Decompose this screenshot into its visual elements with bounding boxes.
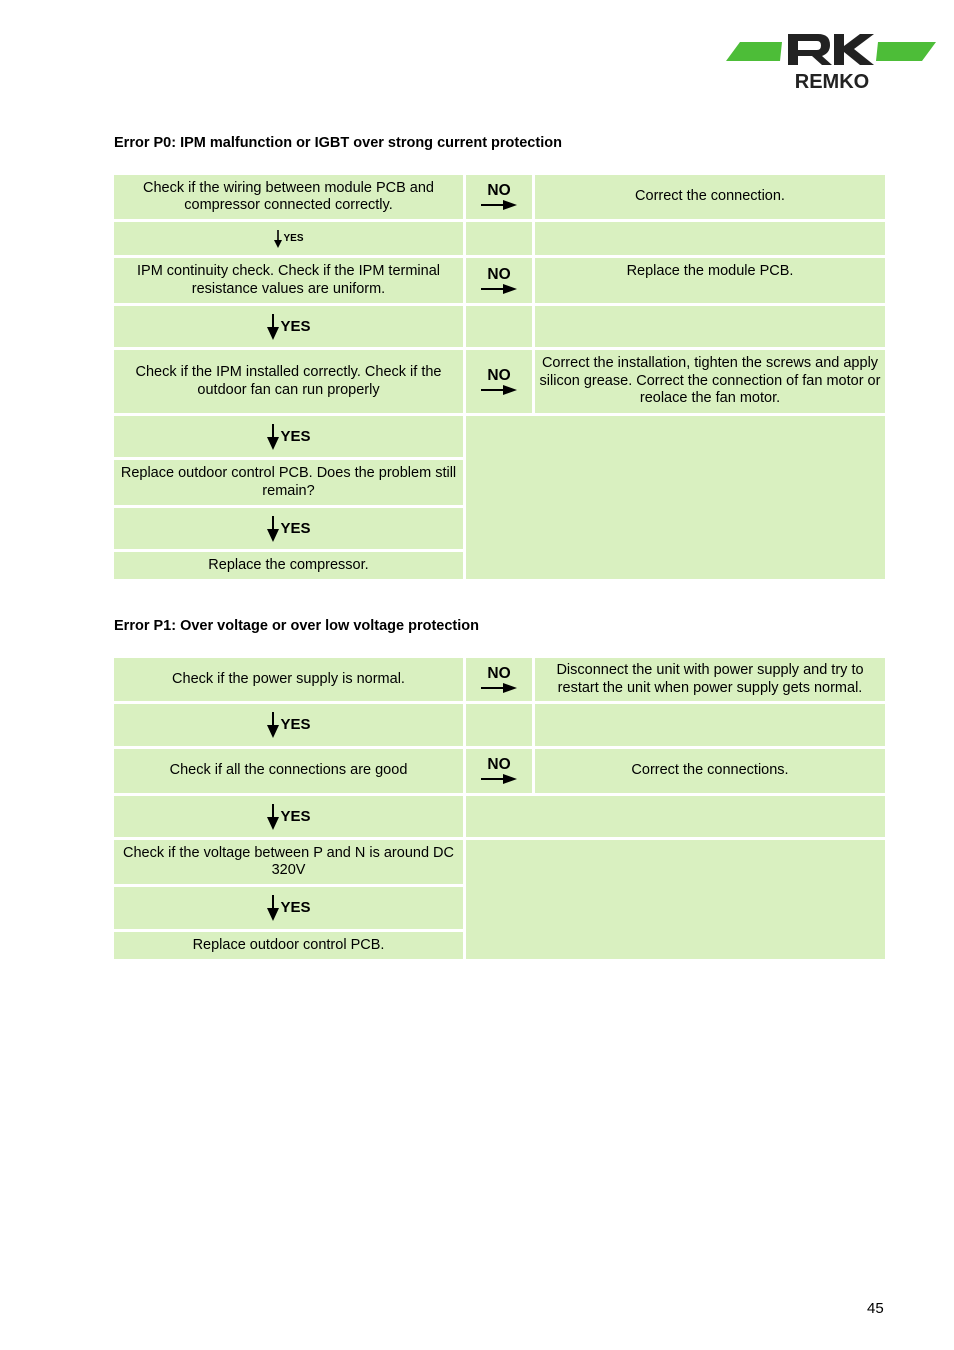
check-step: Check if all the connections are good [114,749,463,793]
arrow-right-icon [481,682,517,694]
empty-cell [466,796,885,837]
action-step: Correct the connection. [535,175,885,219]
yes-arrow [114,222,463,255]
svg-text:REMKO: REMKO [794,71,870,92]
empty-cell [466,222,532,255]
arrow-down-icon [266,314,280,340]
action-step: Replace the module PCB. [535,258,885,303]
action-step: Disconnect the unit with power supply and try to restart the unit when power supply gets normal. [535,658,885,701]
empty-area [466,840,885,959]
arrow-down-icon [266,895,280,921]
check-step: Check if the voltage between P and N is around DC 320V [114,840,463,884]
arrow-down-icon [273,230,283,248]
arrow-down-icon [266,712,280,738]
check-step: Check if the wiring between module PCB and compressor connected correctly. [114,175,463,219]
yes-arrow [114,704,463,746]
no-label: NO [487,366,511,384]
no-arrow [466,175,532,219]
empty-cell [535,704,885,746]
section-title-p0: Error P0: IPM malfunction or IGBT over strong current protection [114,135,562,151]
action-step: Correct the connections. [535,749,885,793]
check-step: Check if the IPM installed correctly. Check if the outdoor fan can run properly [114,350,463,413]
yes-arrow [114,796,463,837]
yes-label: YES [280,899,311,917]
yes-label: YES [280,317,311,335]
no-label: NO [487,182,511,199]
check-step: Replace the compressor. [114,552,463,579]
action-step: Correct the installation, tighten the screws and apply silicon grease. Correct the connection of fan motor or reolace the fan motor. [535,350,885,413]
yes-label: YES [280,716,311,734]
yes-label: YES [280,519,311,537]
no-label: NO [487,756,511,773]
empty-cell [535,306,885,347]
yes-label: YES [283,232,304,244]
check-step: IPM continuity check. Check if the IPM terminal resistance values are uniform. [114,258,463,303]
arrow-down-icon [266,804,280,830]
empty-cell [535,222,885,255]
no-arrow [466,749,532,793]
empty-area [466,416,885,579]
yes-label: YES [280,427,311,445]
yes-arrow [114,416,463,457]
arrow-right-icon [481,384,517,396]
yes-label: YES [280,807,311,825]
yes-arrow [114,508,463,549]
remko-logo [726,30,936,92]
empty-cell [466,306,532,347]
no-label: NO [487,265,511,283]
check-step: Replace outdoor control PCB. Does the problem still remain? [114,460,463,505]
no-arrow [466,350,532,413]
yes-arrow [114,306,463,347]
check-step: Replace outdoor control PCB. [114,932,463,959]
no-arrow [466,258,532,303]
page-number: 45 [867,1300,884,1317]
yes-arrow [114,887,463,929]
arrow-down-icon [266,424,280,450]
arrow-right-icon [481,773,517,785]
section-title-p1: Error P1: Over voltage or over low voltage protection [114,618,480,634]
arrow-down-icon [266,516,280,542]
arrow-right-icon [481,199,517,211]
arrow-right-icon [481,283,517,295]
empty-cell [466,704,532,746]
check-step: Check if the power supply is normal. [114,658,463,701]
no-arrow [466,658,532,701]
no-label: NO [487,664,511,682]
